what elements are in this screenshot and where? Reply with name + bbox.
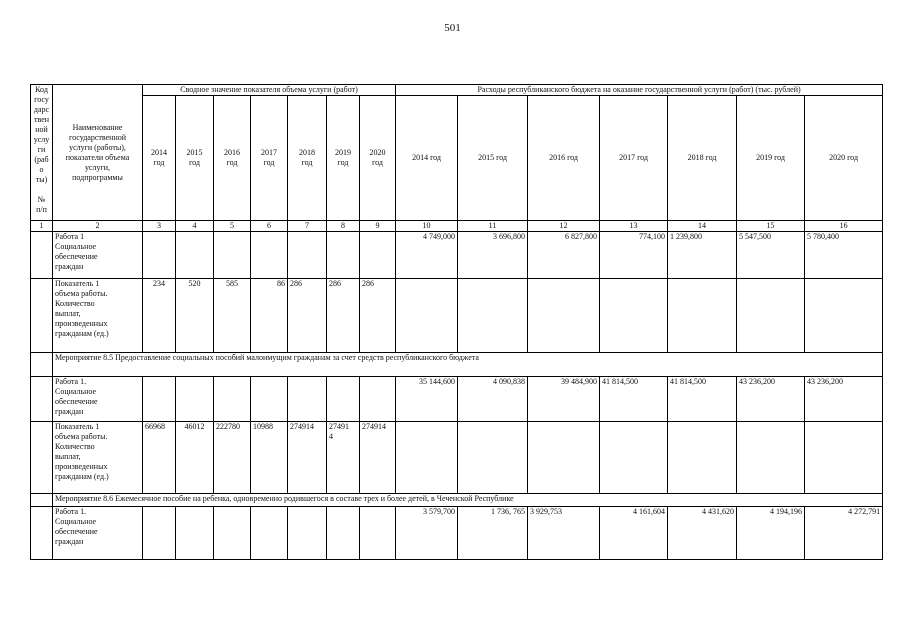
header-row-groups xyxy=(31,85,883,96)
volume-cell: 286 xyxy=(360,279,396,353)
budget-cell: 4 194,196 xyxy=(737,507,805,560)
row-name: Показатель 1 объема работы. Количество выплат, произведенных гражданам (ед.) xyxy=(53,422,143,494)
page-number: 501 xyxy=(444,22,461,34)
column-number: 1 xyxy=(31,221,53,232)
header-budget-year: 2017 год xyxy=(600,96,668,221)
volume-cell xyxy=(176,377,214,422)
budget-cell: 4 161,604 xyxy=(600,507,668,560)
section-row xyxy=(31,353,883,377)
volume-cell xyxy=(143,377,176,422)
section-title-8-5: Мероприятие 8.5 Предоставление социальных пособий малоимущим гражданам за счет средств республиканского бюджета xyxy=(53,353,883,377)
volume-cell: 10988 xyxy=(251,422,288,494)
code-cell xyxy=(31,422,53,494)
table-row xyxy=(31,232,883,279)
volume-cell xyxy=(251,232,288,279)
header-budget-year: 2016 год xyxy=(528,96,600,221)
budget-table xyxy=(30,84,883,560)
column-number: 5 xyxy=(214,221,251,232)
budget-cell xyxy=(600,422,668,494)
header-budget-year: 2020 год xyxy=(805,96,883,221)
budget-cell xyxy=(668,279,737,353)
header-budget-year: 2019 год xyxy=(737,96,805,221)
section-row xyxy=(31,494,883,507)
header-volume-year: 2014 год xyxy=(143,96,176,221)
budget-cell: 43 236,200 xyxy=(737,377,805,422)
table-row xyxy=(31,279,883,353)
budget-cell: 774,100 xyxy=(600,232,668,279)
header-volume-year: 2019 год xyxy=(327,96,360,221)
budget-cell: 41 814,500 xyxy=(600,377,668,422)
volume-cell: 286 xyxy=(288,279,327,353)
volume-cell: 274914 xyxy=(360,422,396,494)
volume-cell: 27491 4 xyxy=(327,422,360,494)
volume-cell xyxy=(327,377,360,422)
code-cell xyxy=(31,353,53,377)
budget-cell xyxy=(668,422,737,494)
budget-cell xyxy=(805,279,883,353)
code-cell xyxy=(31,494,53,507)
header-volume-year: 2016 год xyxy=(214,96,251,221)
volume-cell: 234 xyxy=(143,279,176,353)
budget-cell: 3 579,700 xyxy=(396,507,458,560)
column-number-row xyxy=(31,221,883,232)
volume-cell xyxy=(176,232,214,279)
volume-cell: 86 xyxy=(251,279,288,353)
column-number: 10 xyxy=(396,221,458,232)
header-volume-year: 2020 год xyxy=(360,96,396,221)
volume-cell xyxy=(143,232,176,279)
budget-cell xyxy=(528,422,600,494)
volume-cell xyxy=(360,377,396,422)
volume-cell xyxy=(360,232,396,279)
table-row xyxy=(31,377,883,422)
budget-cell: 4 272,791 xyxy=(805,507,883,560)
header-code: Код госу дарс твен ной услу ги (рабо ты) № п/п xyxy=(31,85,53,221)
volume-cell xyxy=(251,507,288,560)
section-title-8-6: Мероприятие 8.6 Ежемесячное пособие на ребенка, одновременно родившегося в составе трех и более детей, в Чеченской Республике xyxy=(53,494,883,507)
budget-cell xyxy=(737,279,805,353)
volume-cell xyxy=(176,507,214,560)
header-row-years xyxy=(31,96,883,221)
budget-cell: 1 736, 765 xyxy=(458,507,528,560)
volume-cell: 585 xyxy=(214,279,251,353)
volume-cell xyxy=(327,507,360,560)
budget-cell: 5 780,400 xyxy=(805,232,883,279)
column-number: 16 xyxy=(805,221,883,232)
column-number: 12 xyxy=(528,221,600,232)
budget-cell xyxy=(805,422,883,494)
volume-cell xyxy=(327,232,360,279)
column-number: 3 xyxy=(143,221,176,232)
row-name: Показатель 1 объема работы. Количество выплат, произведенных гражданам (ед.) xyxy=(53,279,143,353)
header-name: Наименование государственной услуги (работы), показатели объема услуги, подпрограммы xyxy=(53,85,143,221)
budget-cell xyxy=(396,279,458,353)
budget-cell: 3 696,800 xyxy=(458,232,528,279)
header-budget-year: 2015 год xyxy=(458,96,528,221)
volume-cell xyxy=(143,507,176,560)
volume-cell: 46012 xyxy=(176,422,214,494)
volume-cell: 286 xyxy=(327,279,360,353)
volume-cell: 520 xyxy=(176,279,214,353)
header-volume-year: 2017 год xyxy=(251,96,288,221)
table-row xyxy=(31,507,883,560)
budget-cell: 4 090,838 xyxy=(458,377,528,422)
column-number: 15 xyxy=(737,221,805,232)
budget-cell: 43 236,200 xyxy=(805,377,883,422)
header-volume-year: 2015 год xyxy=(176,96,214,221)
column-number: 7 xyxy=(288,221,327,232)
header-volume-year: 2018 год xyxy=(288,96,327,221)
column-number: 13 xyxy=(600,221,668,232)
volume-cell xyxy=(251,377,288,422)
budget-cell: 1 239,800 xyxy=(668,232,737,279)
budget-cell xyxy=(458,279,528,353)
volume-cell xyxy=(214,377,251,422)
volume-cell xyxy=(288,377,327,422)
code-cell xyxy=(31,279,53,353)
budget-cell: 4 749,000 xyxy=(396,232,458,279)
column-number: 2 xyxy=(53,221,143,232)
column-number: 4 xyxy=(176,221,214,232)
budget-cell xyxy=(528,279,600,353)
budget-cell: 4 431,620 xyxy=(668,507,737,560)
volume-cell: 222780 xyxy=(214,422,251,494)
volume-cell xyxy=(214,232,251,279)
column-number: 11 xyxy=(458,221,528,232)
volume-cell xyxy=(288,232,327,279)
budget-cell: 35 144,600 xyxy=(396,377,458,422)
column-number: 8 xyxy=(327,221,360,232)
budget-cell: 5 547,500 xyxy=(737,232,805,279)
row-name: Работа 1. Социальное обеспечение граждан xyxy=(53,507,143,560)
volume-cell xyxy=(288,507,327,560)
budget-cell: 3 929,753 xyxy=(528,507,600,560)
budget-cell: 6 827,800 xyxy=(528,232,600,279)
header-budget-year: 2014 год xyxy=(396,96,458,221)
volume-cell xyxy=(214,507,251,560)
code-cell xyxy=(31,377,53,422)
budget-cell: 41 814,500 xyxy=(668,377,737,422)
code-cell xyxy=(31,507,53,560)
budget-cell xyxy=(600,279,668,353)
column-number: 9 xyxy=(360,221,396,232)
table-row xyxy=(31,422,883,494)
row-name: Работа 1. Социальное обеспечение граждан xyxy=(53,377,143,422)
volume-cell: 274914 xyxy=(288,422,327,494)
header-budget-year: 2018 год xyxy=(668,96,737,221)
budget-cell xyxy=(737,422,805,494)
header-volume-group: Сводное значение показателя объема услуги (работ) xyxy=(143,85,396,96)
header-budget-group: Расходы республиканского бюджета на оказание государственной услуги (работ) (тыс. рублей) xyxy=(396,85,883,96)
column-number: 6 xyxy=(251,221,288,232)
volume-cell xyxy=(360,507,396,560)
budget-cell xyxy=(458,422,528,494)
budget-cell: 39 484,900 xyxy=(528,377,600,422)
column-number: 14 xyxy=(668,221,737,232)
budget-cell xyxy=(396,422,458,494)
row-name: Работа 1 Социальное обеспечение граждан xyxy=(53,232,143,279)
volume-cell: 66968 xyxy=(143,422,176,494)
code-cell xyxy=(31,232,53,279)
